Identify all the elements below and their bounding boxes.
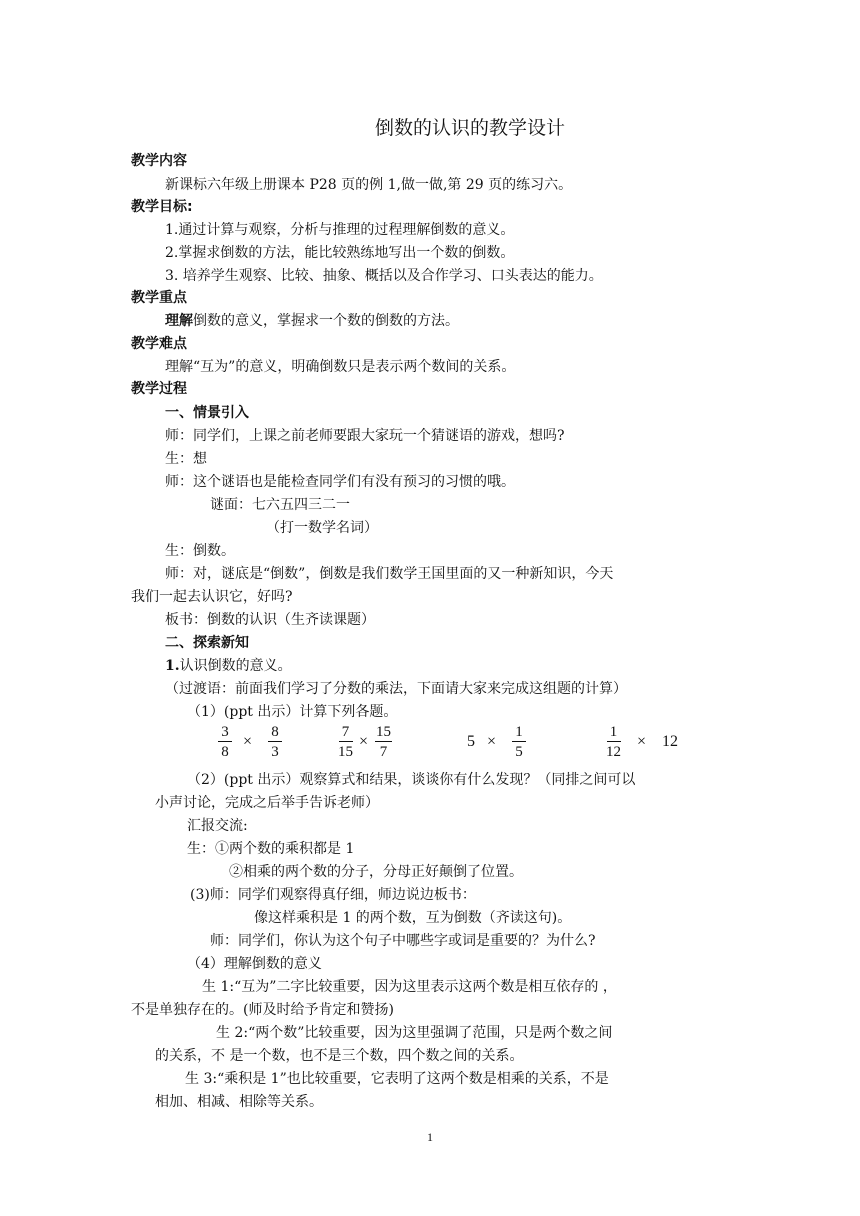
difficulty-text: 理解“互为”的意义，明确倒数只是表示两个数间的关系。 — [165, 359, 516, 375]
heading-content: 教学内容 — [131, 153, 187, 169]
times-sign: × — [637, 733, 647, 750]
dialogue-line: 师：同学们，上课之前老师要跟大家玩一个猜谜语的游戏，想吗? — [165, 428, 565, 444]
times-sign: × — [359, 733, 369, 750]
riddle-hint: （打一数学名词） — [266, 520, 378, 536]
heading-objectives: 教学目标: — [131, 199, 193, 215]
heading-key-point: 教学重点 — [131, 290, 187, 306]
fraction: $\frac{7}{15}$ — [338, 724, 353, 760]
whole-number: 12 — [662, 733, 678, 750]
fraction: $\frac{1}{5}$ — [512, 724, 526, 761]
objective-item-3: 3. 培养学生观察、比较、抽象、概括以及合作学习、口头表达的能力。 — [165, 268, 603, 284]
step1-line — [165, 657, 292, 675]
dialogue-line: 师：这个谜语也是能检查同学们有没有预习的习惯的哦。 — [165, 474, 515, 490]
task-line: （4）理解倒数的意义 — [187, 956, 322, 972]
dialogue-line: 生：倒数。 — [165, 543, 235, 559]
heading-process: 教学过程 — [131, 381, 187, 397]
part1-heading: 一、情景引入 — [165, 405, 249, 421]
report-label: 汇报交流: — [187, 818, 248, 834]
objective-item-1: 1.通过计算与观察，分析与推理的过程理解倒数的意义。 — [165, 222, 515, 238]
dialogue-line: 的关系，不 是一个数，也不是三个数，四个数之间的关系。 — [155, 1048, 524, 1064]
fraction: $\frac{15}{7}$ — [376, 724, 391, 760]
objective-item-2: 2.掌握求倒数的方法，能比较熟练地写出一个数的倒数。 — [165, 245, 515, 261]
content-text: 新课标六年级上册课本 P28 页的例 1,做一做,第 29 页的练习六。 — [165, 177, 573, 193]
dialogue-line: 不是单独存在的。(师及时给予肯定和赞扬) — [131, 1002, 394, 1018]
fraction: $\frac{3}{8}$ — [218, 724, 232, 761]
dialogue-line: 生 3:“乘积是 1”也比较重要，它表明了这两个数是相乘的关系，不是 — [185, 1071, 609, 1087]
fraction: $\frac{1}{12}$ — [606, 724, 621, 760]
dialogue-line: 板书：倒数的认识（生齐读课题） — [165, 612, 375, 628]
dialogue-line: ②相乘的两个数的分子，分母正好颠倒了位置。 — [229, 864, 523, 880]
key-point-bold: 理解 — [165, 313, 193, 329]
dialogue-line: (3)师：同学们观察得真仔细，师边说边板书： — [190, 887, 476, 903]
riddle-line: 谜面：七六五四三二一 — [210, 497, 350, 513]
whole-number: 5 — [467, 733, 475, 750]
task-line: （2）(ppt 出示）观察算式和结果，谈谈你有什么发现？（同排之间可以 — [187, 772, 636, 788]
dialogue-line: 生 2:“两个数”比较重要，因为这里强调了范围，只是两个数之间 — [216, 1025, 613, 1041]
heading-difficulty: 教学难点 — [131, 336, 187, 352]
dialogue-line: 生：想 — [165, 451, 207, 467]
dialogue-line: 相加、相减、相除等关系。 — [155, 1094, 323, 1110]
definition-line: 像这样乘积是 1 的两个数，互为倒数（齐读这句)。 — [254, 910, 572, 926]
dialogue-line: 我们一起去认识它，好吗? — [131, 589, 293, 605]
fraction: $\frac{8}{3}$ — [268, 724, 282, 761]
dialogue-line: 生：①两个数的乘积都是 1 — [187, 841, 355, 857]
dialogue-line: 生 1:“互为”二字比较重要，因为这里表示这两个数是相互依存的 ， — [202, 979, 617, 995]
step1-text: 认识倒数的意义。 — [179, 658, 292, 674]
part2-heading: 二、探索新知 — [165, 635, 249, 651]
document-title: 倒数的认识的教学设计 — [374, 117, 565, 139]
dialogue-line: 师：对，谜底是“倒数”，倒数是我们数学王国里面的又一种新知识，今天 — [165, 566, 614, 582]
times-sign: × — [243, 733, 253, 750]
key-point-line — [165, 312, 459, 330]
task-line: （1）(ppt 出示）计算下列各题。 — [187, 704, 398, 720]
dialogue-line: 师：同学们，你认为这个句子中哪些字或词是重要的？为什么? — [210, 933, 596, 949]
task-line: 小声讨论，完成之后举手告诉老师） — [155, 795, 379, 811]
times-sign: × — [487, 733, 497, 750]
transition-line: （过渡语：前面我们学习了分数的乘法，下面请大家来完成这组题的计算） — [165, 681, 627, 697]
step1-number: 1. — [165, 658, 180, 674]
key-point-text: 倒数的意义，掌握求一个数的倒数的方法。 — [193, 313, 459, 329]
page-number: 1 — [427, 1130, 433, 1144]
